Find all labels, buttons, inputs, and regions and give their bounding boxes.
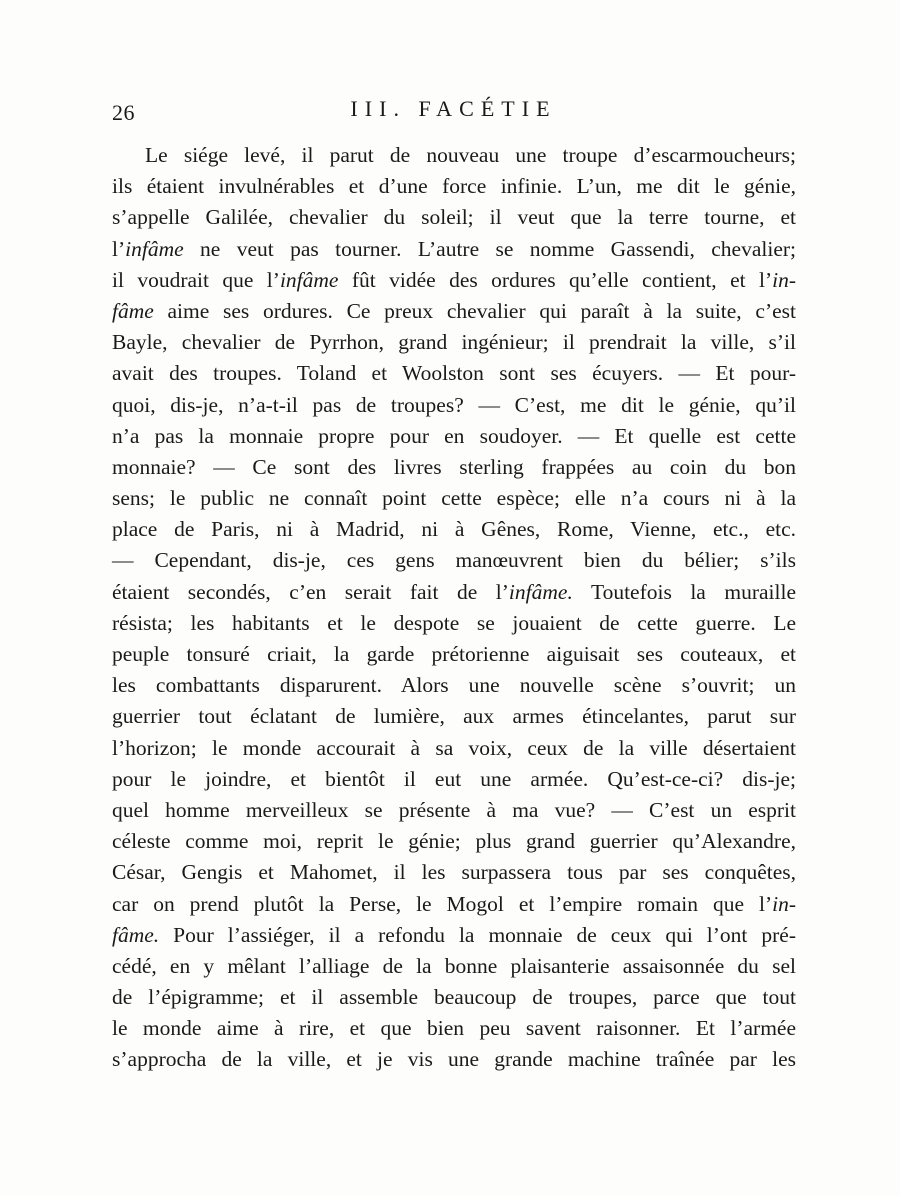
- text-segment: fût vidée des ordures qu’elle contient, et l’: [338, 267, 773, 292]
- running-head: III. FACÉTIE: [350, 96, 557, 121]
- text-segment: il voudrait que l’: [112, 267, 280, 292]
- text-segment: car on prend plutôt la Perse, le Mogol et l’empire romain que l’: [112, 891, 773, 916]
- text-line: [112, 140, 796, 171]
- text-segment: les combattants disparurent. Alors une nouvelle scène s’ouvrit; un: [112, 673, 796, 698]
- text-line: [112, 701, 796, 732]
- text-line: [112, 857, 796, 888]
- text-segment: César, Gengis et Mahomet, il les surpassera tous par ses conquêtes,: [112, 860, 796, 885]
- italic-word: fâme.: [112, 922, 160, 947]
- text-segment: Toutefois la muraille: [572, 579, 796, 604]
- text-segment: cédé, en y mêlant l’alliage de la bonne plaisanterie assaisonnée du sel: [112, 953, 796, 978]
- text-line: [112, 1013, 796, 1044]
- text-segment: place de Paris, ni à Madrid, ni à Gênes, Rome, Vienne, etc., etc.: [112, 517, 796, 542]
- text-segment: l’horizon; le monde accourait à sa voix, ceux de la ville désertaient: [112, 735, 796, 760]
- text-line: [112, 514, 796, 545]
- text-segment: l’: [112, 236, 126, 261]
- text-line: [112, 670, 796, 701]
- text-line: [112, 234, 796, 265]
- text-segment: ils étaient invulnérables et d’une force infinie. L’un, me dit le génie,: [112, 174, 796, 199]
- text-segment: guerrier tout éclatant de lumière, aux armes étincelantes, parut sur: [112, 704, 796, 729]
- body-text: [112, 140, 796, 1076]
- text-line: [112, 608, 796, 639]
- text-segment: peuple tonsuré criait, la garde prétorienne aiguisait ses couteaux, et: [112, 642, 796, 666]
- text-line: [112, 982, 796, 1013]
- text-segment: céleste comme moi, reprit le génie; plus grand guerrier qu’Alexandre,: [112, 829, 796, 854]
- text-line: [112, 171, 796, 202]
- text-segment: Pour l’assiéger, il a refondu la monnaie de ceux qui l’ont pré-: [159, 922, 796, 947]
- text-segment: le monde aime à rire, et que bien peu savent raisonner. Et l’armée: [112, 1016, 796, 1041]
- text-line: [112, 733, 796, 764]
- text-line: [112, 452, 796, 483]
- text-segment: Bayle, chevalier de Pyrrhon, grand ingénieur; il prendrait la ville, s’il: [112, 330, 796, 355]
- text-line: [112, 483, 796, 514]
- text-segment: de l’épigramme; et il assemble beaucoup de troupes, parce que tout: [112, 985, 796, 1010]
- text-segment: n’a pas la monnaie propre pour en soudoyer. — Et quelle est cette: [112, 423, 796, 448]
- text-segment: avait des troupes. Toland et Woolston sont ses écuyers. — Et pour-: [112, 361, 796, 386]
- text-line: [112, 639, 796, 670]
- text-segment: résista; les habitants et le despote se jouaient de cette guerre. Le: [112, 610, 796, 635]
- text-line: [112, 795, 796, 826]
- text-line: [112, 920, 796, 951]
- italic-word: fâme: [112, 298, 154, 323]
- italic-word: infâme: [279, 267, 339, 292]
- text-line: [112, 390, 796, 421]
- italic-word: in-: [772, 891, 796, 916]
- text-segment: s’approcha de la ville, et je vis une grande machine traînée par les: [112, 1047, 796, 1072]
- text-line: [112, 358, 796, 389]
- text-line: [112, 764, 796, 795]
- text-segment: ne veut pas tourner. L’autre se nomme Gassendi, chevalier;: [183, 236, 796, 261]
- text-segment: sens; le public ne connaît point cette espèce; elle n’a cours ni à la: [112, 486, 796, 511]
- text-segment: quoi, dis-je, n’a-t-il pas de troupes? — C’est, me dit le génie, qu’il: [112, 392, 796, 417]
- text-line: [112, 296, 796, 327]
- page-number: 26: [112, 100, 135, 125]
- text-segment: — Cependant, dis-je, ces gens manœuvrent bien du bélier; s’ils: [112, 548, 796, 573]
- text-line: [112, 265, 796, 296]
- italic-word: infâme: [125, 236, 184, 261]
- text-segment: étaient secondés, c’en serait fait de l’: [112, 579, 509, 604]
- text-line: [112, 577, 796, 608]
- text-line: [112, 327, 796, 358]
- text-line: [112, 889, 796, 920]
- text-segment: pour le joindre, et bientôt il eut une armée. Qu’est-ce-ci? dis-je;: [112, 766, 796, 791]
- text-line: [112, 421, 796, 452]
- text-line: [112, 826, 796, 857]
- text-line: [112, 545, 796, 576]
- text-line: [112, 202, 796, 233]
- text-segment: monnaie? — Ce sont des livres sterling frappées au coin du bon: [112, 454, 796, 479]
- page-header: [112, 96, 795, 126]
- text-segment: aime ses ordures. Ce preux chevalier qui paraît à la suite, c’est: [153, 298, 796, 323]
- italic-word: in-: [772, 267, 796, 292]
- text-segment: Le siége levé, il parut de nouveau une troupe d’escarmoucheurs;: [145, 143, 796, 167]
- text-segment: s’appelle Galilée, chevalier du soleil; il veut que la terre tourne, et: [112, 205, 796, 230]
- italic-word: infâme.: [508, 579, 573, 604]
- text-line: [112, 1044, 796, 1075]
- text-line: [112, 951, 796, 982]
- text-segment: quel homme merveilleux se présente à ma vue? — C’est un esprit: [112, 797, 796, 822]
